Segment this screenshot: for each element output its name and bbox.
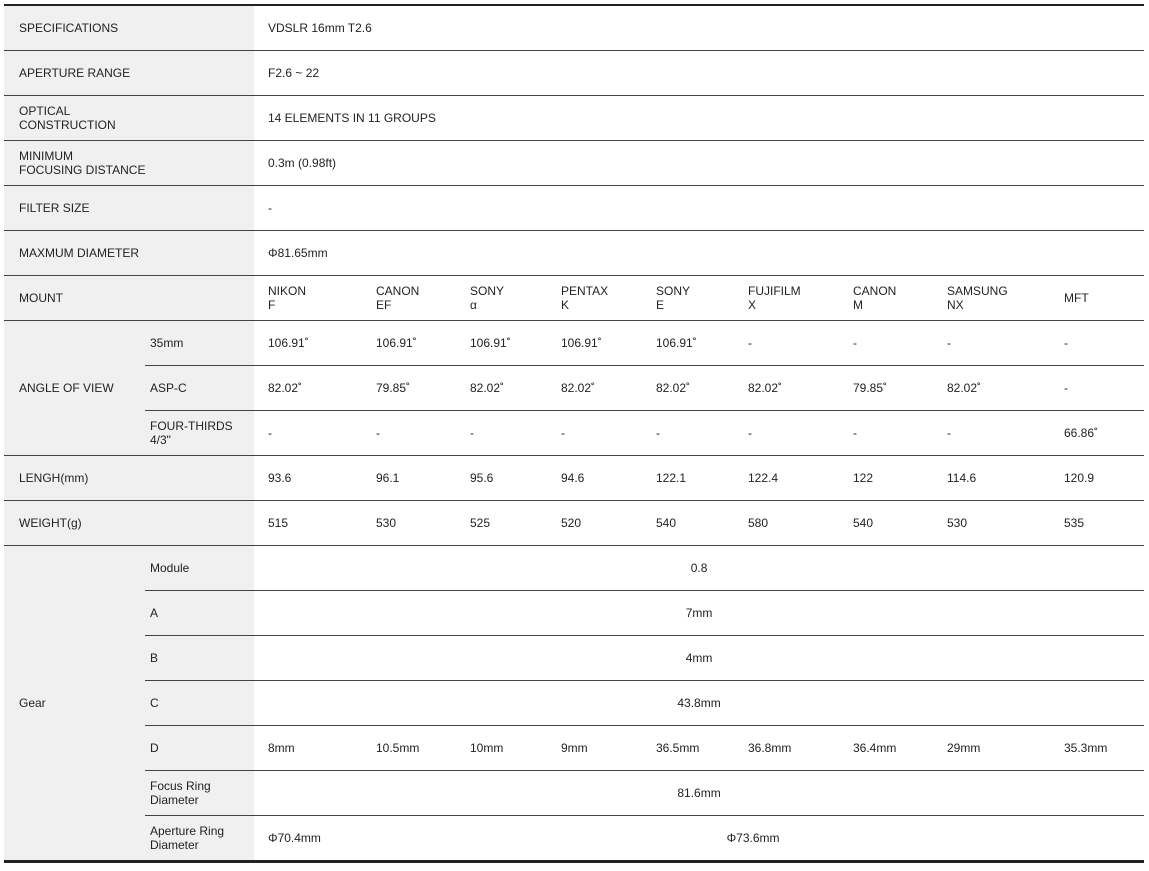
weight-value: 515 [254, 501, 362, 546]
row-filter-size [4, 186, 1144, 231]
gear-d-value: 10mm [456, 726, 547, 771]
length-value: 93.6 [254, 456, 362, 501]
aov-apsc-value: 82.02˚ [456, 366, 547, 411]
sublabel-35mm: 35mm [145, 321, 254, 366]
row-aov-apsc [4, 366, 1144, 411]
gear-d-value: 36.4mm [839, 726, 933, 771]
mount-pentax-k: PENTAX K [547, 276, 642, 321]
value-filter-size: - [254, 186, 1144, 231]
label-angle-of-view: ANGLE OF VIEW [4, 321, 145, 456]
aov-apsc-value: 82.02˚ [734, 366, 839, 411]
length-value: 120.9 [1050, 456, 1144, 501]
aov-35mm-value: 106.91˚ [254, 321, 362, 366]
sublabel-four-thirds: FOUR-THIRDS 4/3" [145, 411, 254, 456]
value-a: 7mm [254, 591, 1144, 636]
value-optical-construction: 14 ELEMENTS IN 11 GROUPS [254, 96, 1144, 141]
length-value: 122.1 [642, 456, 734, 501]
aov-apsc-value: 79.85˚ [839, 366, 933, 411]
spec-table [4, 4, 1144, 863]
sublabel-a: A [145, 591, 254, 636]
mount-samsung-nx: SAMSUNG NX [933, 276, 1050, 321]
row-gear-a [4, 591, 1144, 636]
mount-mft: MFT [1050, 276, 1144, 321]
aov-apsc-value: 82.02˚ [933, 366, 1050, 411]
value-c: 43.8mm [254, 681, 1144, 726]
weight-value: 525 [456, 501, 547, 546]
length-value: 114.6 [933, 456, 1050, 501]
row-aov-four-thirds [4, 411, 1144, 456]
aov-apsc-value: - [1050, 366, 1144, 411]
label-mount: MOUNT [4, 276, 254, 321]
value-max-diameter: Φ81.65mm [254, 231, 1144, 276]
row-length [4, 456, 1144, 501]
row-gear-module [4, 546, 1144, 591]
gear-d-value: 36.8mm [734, 726, 839, 771]
row-optical-construction [4, 96, 1144, 141]
row-max-diameter [4, 231, 1144, 276]
row-gear-c [4, 681, 1144, 726]
length-value: 95.6 [456, 456, 547, 501]
mount-sony-e: SONY E [642, 276, 734, 321]
row-gear-d [4, 726, 1144, 771]
aov-apsc-value: 82.02˚ [254, 366, 362, 411]
weight-value: 530 [362, 501, 456, 546]
value-b: 4mm [254, 636, 1144, 681]
aov-35mm-value: - [839, 321, 933, 366]
value-aperture-ring-others: Φ73.6mm [726, 831, 780, 845]
aov-43-value: - [839, 411, 933, 456]
sublabel-b: B [145, 636, 254, 681]
value-focus-ring: 81.6mm [254, 771, 1144, 816]
label-gear: Gear [4, 546, 145, 862]
gear-d-value: 10.5mm [362, 726, 456, 771]
sublabel-focus-ring: Focus Ring Diameter [145, 771, 254, 816]
row-gear-b [4, 636, 1144, 681]
value-aperture-range: F2.6 ~ 22 [254, 51, 1144, 96]
aov-43-value: 66.86˚ [1050, 411, 1144, 456]
sublabel-module: Module [145, 546, 254, 591]
aov-43-value: - [254, 411, 362, 456]
aov-35mm-value: 106.91˚ [642, 321, 734, 366]
aov-43-value: - [642, 411, 734, 456]
aov-35mm-value: 106.91˚ [547, 321, 642, 366]
row-aov-35mm [4, 321, 1144, 366]
label-min-focus: MINIMUM FOCUSING DISTANCE [4, 141, 254, 186]
length-value: 122.4 [734, 456, 839, 501]
aov-apsc-value: 82.02˚ [547, 366, 642, 411]
aov-35mm-value: - [1050, 321, 1144, 366]
label-length: LENGH(mm) [4, 456, 254, 501]
gear-d-value: 8mm [254, 726, 362, 771]
label-optical-construction: OPTICAL CONSTRUCTION [4, 96, 254, 141]
length-value: 96.1 [362, 456, 456, 501]
mount-canon-m: CANON M [839, 276, 933, 321]
label-specifications: SPECIFICATIONS [4, 5, 254, 51]
weight-value: 530 [933, 501, 1050, 546]
row-min-focus [4, 141, 1144, 186]
row-mount [4, 276, 1144, 321]
gear-d-value: 9mm [547, 726, 642, 771]
row-gear-aperture-ring [4, 816, 1144, 862]
aov-43-value: - [933, 411, 1050, 456]
aov-35mm-value: - [933, 321, 1050, 366]
value-min-focus: 0.3m (0.98ft) [254, 141, 1144, 186]
mount-canon-ef: CANON EF [362, 276, 456, 321]
row-weight [4, 501, 1144, 546]
value-module: 0.8 [254, 546, 1144, 591]
length-value: 94.6 [547, 456, 642, 501]
gear-d-value: 29mm [933, 726, 1050, 771]
label-weight: WEIGHT(g) [4, 501, 254, 546]
value-aperture-ring-nikon: Φ70.4mm [268, 831, 321, 845]
sublabel-c: C [145, 681, 254, 726]
aov-apsc-value: 79.85˚ [362, 366, 456, 411]
mount-nikon-f: NIKON F [254, 276, 362, 321]
aov-35mm-value: 106.91˚ [456, 321, 547, 366]
label-max-diameter: MAXMUM DIAMETER [4, 231, 254, 276]
weight-value: 540 [642, 501, 734, 546]
row-specifications [4, 5, 1144, 51]
aov-43-value: - [547, 411, 642, 456]
value-specifications: VDSLR 16mm T2.6 [254, 5, 1144, 51]
label-aperture-range: APERTURE RANGE [4, 51, 254, 96]
mount-sony-a: SONY α [456, 276, 547, 321]
aov-apsc-value: 82.02˚ [642, 366, 734, 411]
aov-43-value: - [734, 411, 839, 456]
row-aperture-range [4, 51, 1144, 96]
sublabel-aperture-ring: Aperture Ring Diameter [145, 816, 254, 862]
gear-d-value: 36.5mm [642, 726, 734, 771]
aov-35mm-value: - [734, 321, 839, 366]
weight-value: 540 [839, 501, 933, 546]
gear-d-value: 35.3mm [1050, 726, 1144, 771]
sublabel-asp-c: ASP-C [145, 366, 254, 411]
aov-43-value: - [362, 411, 456, 456]
weight-value: 535 [1050, 501, 1144, 546]
length-value: 122 [839, 456, 933, 501]
aov-43-value: - [456, 411, 547, 456]
weight-value: 520 [547, 501, 642, 546]
weight-value: 580 [734, 501, 839, 546]
sublabel-d: D [145, 726, 254, 771]
label-filter-size: FILTER SIZE [4, 186, 254, 231]
row-gear-focus-ring [4, 771, 1144, 816]
mount-fujifilm-x: FUJIFILM X [734, 276, 839, 321]
aov-35mm-value: 106.91˚ [362, 321, 456, 366]
